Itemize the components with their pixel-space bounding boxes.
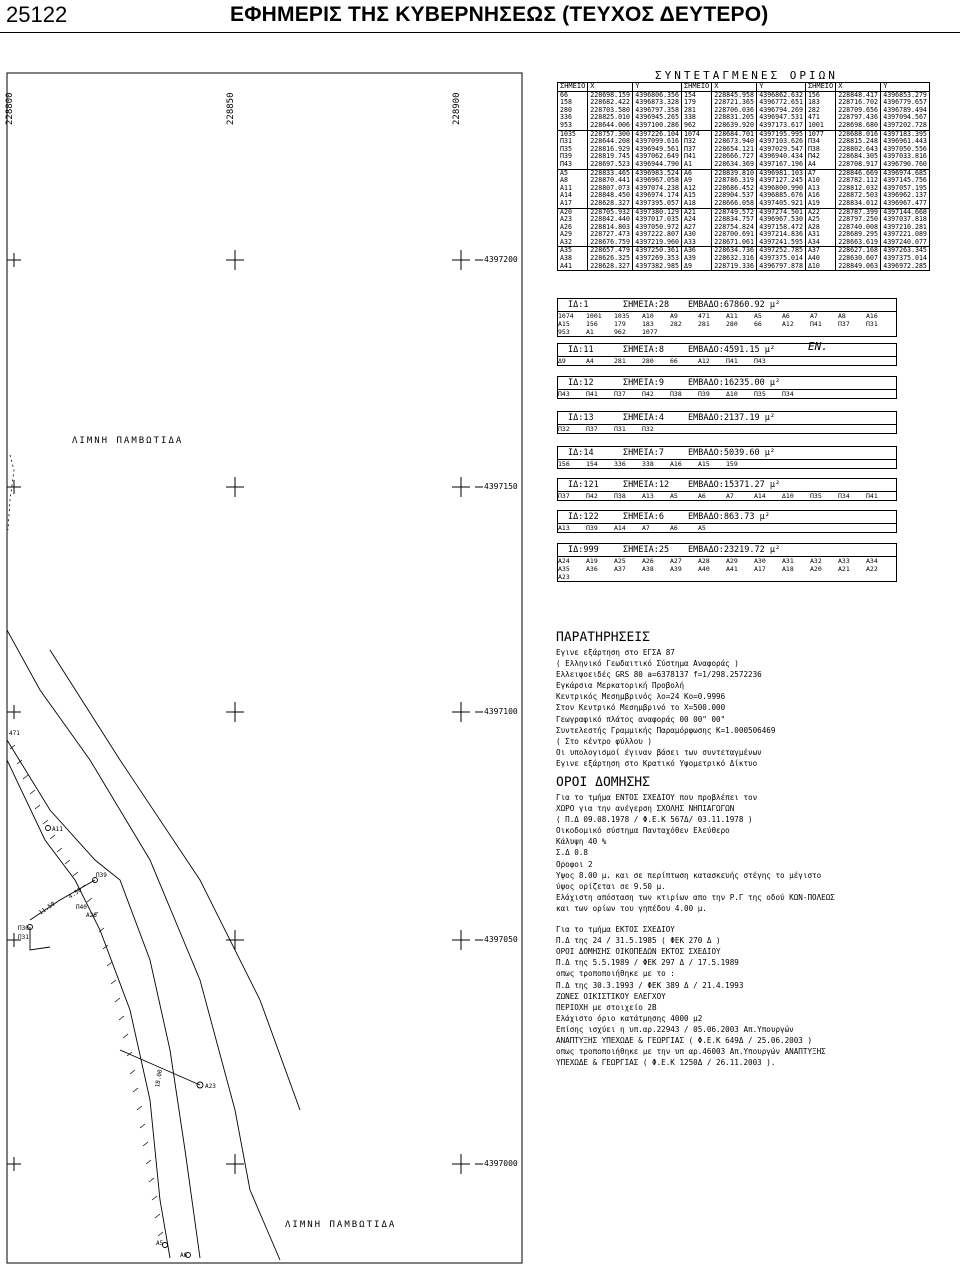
parcel-summary (557, 376, 897, 390)
vertex-id: A14 (754, 492, 766, 500)
point-label: Π30 (18, 925, 29, 932)
terms-line: Υψος 8.00 μ. και σε περίπτωση κατασκευής στέγης το μέγιστο (556, 870, 822, 880)
vertex-id: A24 (558, 557, 570, 565)
vertex-id: A23 (558, 573, 570, 581)
parcel-summary (557, 510, 897, 524)
parcel-area: ΕΜΒΑΔΟ:67860.92 μ² (688, 300, 781, 310)
vertex-id: Π32 (558, 425, 570, 433)
remarks-line: ( Στο κέντρο φύλλου ) (556, 736, 653, 746)
terms-line: και των ορίων του γηπέδου 4.00 μ. (556, 903, 707, 913)
vertex-id: Π31 (866, 320, 878, 328)
table-cell: 1035 Π31 Π35 Π39 Π43 (558, 130, 588, 169)
vertex-id: Δ9 (558, 357, 566, 365)
table-cell: 4396983.524 4396967.058 4397074.238 4396974.174 4397395.057 (633, 169, 682, 208)
table-cell: 66 158 280 336 953 (558, 91, 588, 130)
shoreline-upper (8, 455, 14, 530)
remarks-line: Συντελεστής Γραμμικής Παραμόρφωσης K=1.000506469 (556, 725, 776, 735)
table-cell: 4396862.632 4396772.651 4396794.269 4396947.531 4397173.617 (757, 91, 806, 130)
vertex-id: Π32 (642, 425, 654, 433)
table-cell: 228705.932 228842.440 228814.803 228727.473 228676.759 (588, 208, 633, 247)
table-row (558, 208, 930, 247)
terms-line: ΖΩΝΕΣ ΟΙΚΙΣΤΙΚΟΥ ΕΛΕΓΧΟΥ (556, 991, 666, 1001)
remarks-title: ΠΑΡΑΤΗΡΗΣΕΙΣ (556, 630, 650, 645)
vertex-id: A5 (754, 312, 762, 320)
terms-line: Οικοδομικό σύστημα Πανταχόθεν Ελεύθερο (556, 826, 730, 836)
parcel-id: ΙΔ:14 (568, 448, 594, 458)
table-cell: A36 A39 Δ9 (681, 247, 711, 271)
parcel-vertices (557, 557, 897, 582)
vertex-id: 471 (698, 312, 710, 320)
vertex-id: A12 (698, 357, 710, 365)
vertex-id: A40 (698, 565, 710, 573)
vertex-id: Π41 (726, 357, 738, 365)
table-cell: 156 183 282 471 1001 (805, 91, 835, 130)
vertex-id: 282 (670, 320, 682, 328)
vertex-id: 281 (698, 320, 710, 328)
parcel-vertices (557, 460, 897, 469)
vertex-id: Π42 (642, 390, 654, 398)
vertex-id: 183 (642, 320, 654, 328)
vertex-id: A21 (838, 565, 850, 573)
vertex-id: Π39 (586, 524, 598, 532)
table-cell: 4396981.103 4397127.245 4396800.990 4396885.676 4397405.921 (757, 169, 806, 208)
remarks-block (556, 630, 775, 769)
table-cell: 228634.736 228632.316 228719.336 (712, 247, 757, 271)
gazette-title: ΕΦΗΜΕΡΙΣ ΤΗΣ ΚΥΒΕΡΝΗΣΕΩΣ (ΤΕΥΧΟΣ ΔΕΥΤΕΡΟ) (230, 3, 769, 26)
terms-line: Π.Δ της 30.3.1993 / ΦΕΚ 389 Δ / 21.4.1993 (556, 980, 744, 990)
shore-hatching (10, 745, 163, 1236)
parcel-area: ΕΜΒΑΔΟ:2137.19 μ² (688, 413, 775, 423)
parcel-id: ΙΔ:11 (568, 345, 594, 355)
vertex-id: A6 (670, 524, 678, 532)
parcel-points: ΣΗΜΕΙΑ:9 (623, 378, 664, 388)
point-label: A6 (180, 1252, 188, 1259)
table-cell: 1074 Π32 Π37 Π41 A1 (681, 130, 711, 169)
table-cell: 228848.417 228716.702 228709.656 228797.436 228698.680 (836, 91, 881, 130)
parcel-points: ΣΗΜΕΙΑ:7 (623, 448, 664, 458)
remarks-line: ( Ελληνικό Γεωδαιτικό Σύστημα Αναφοράς ) (556, 659, 739, 669)
vertex-id: A30 (754, 557, 766, 565)
parcel-id: ΙΔ:999 (568, 545, 599, 555)
table-cell: 228749.572 228834.757 228754.824 228700.691 228671.061 (712, 208, 757, 247)
remarks-line: Ελλειψοειδές GRS 80 a=6378137 f=1/298.2572236 (556, 670, 762, 680)
col-header: ΣΗΜΕΙΟ (558, 83, 588, 92)
terms-line: ΑΝΑΠΤΥΞΗΣ ΥΠΕΧΩΔΕ & ΓΕΩΡΓΙΑΣ ( Φ.Ε.Κ 649Δ / 25.06.2003 ) (556, 1035, 813, 1045)
parcel-points: ΣΗΜΕΙΑ:8 (623, 345, 664, 355)
vertex-id: A10 (642, 312, 654, 320)
point-label: 11.50 (37, 900, 57, 917)
vertex-id: 953 (558, 328, 570, 336)
vertex-id: Π35 (754, 390, 766, 398)
vertex-id: A13 (558, 524, 570, 532)
col-header: ΣΗΜΕΙΟ (805, 83, 835, 92)
point-label: A26 (86, 912, 97, 919)
grid-y-label: 4397000 (484, 1159, 518, 1168)
vertex-id: A9 (670, 312, 678, 320)
vertex-id: Π41 (866, 492, 878, 500)
terms-line: Ελάχιστο όριο κατάτμησης 4000 μ2 (556, 1013, 703, 1023)
table-row (558, 247, 930, 271)
table-cell: 1077 Π34 Π38 Π42 A4 (805, 130, 835, 169)
remarks-line: Εγινε εξάρτηση στο Κρατικό Υψομετρικό Δίκτυο (556, 758, 758, 768)
vertex-id: A7 (726, 492, 734, 500)
vertex-id: Π35 (810, 492, 822, 500)
parcel-summary (557, 446, 897, 460)
terms-line: οπως τροποποιήθηκε με την υπ αρ.46003 Απ.Υπουργών ΑΝΑΠΤΥΞΗΣ (556, 1047, 826, 1057)
vertex-id: A25 (614, 557, 626, 565)
vertex-id: 66 (754, 320, 762, 328)
col-header: X (588, 83, 633, 92)
terms-line: ΠΕΡΙΟΧΗ με στοιχείο 2B (556, 1002, 657, 1012)
parcel-id: ΙΔ:122 (568, 512, 599, 522)
table-cell: A22 A25 A28 A31 A34 (805, 208, 835, 247)
point-label: A11 (52, 826, 63, 833)
vertex-id: 1035 (614, 312, 630, 320)
vertex-id: Π31 (614, 425, 626, 433)
table-cell: 228787.399 228797.250 228740.008 228689.295 228663.619 (836, 208, 881, 247)
terms-line: οπως τροποποιήθηκε με το : (556, 969, 675, 979)
parcel-record (557, 376, 897, 399)
vertex-id: A1 (586, 328, 594, 336)
point-label: Π39 (96, 872, 107, 879)
vertex-id: A36 (586, 565, 598, 573)
table-cell: A37 A40 Δ10 (805, 247, 835, 271)
table-cell: A35 A38 A41 (558, 247, 588, 271)
parcel-vertices (557, 357, 897, 366)
table-cell: 228839.810 228786.319 228686.452 228904.537 228666.058 (712, 169, 757, 208)
parcel-summary (557, 298, 897, 312)
table-cell: 4396974.685 4397145.756 4397057.195 4396962.137 4396967.477 (881, 169, 930, 208)
vertex-id: A12 (782, 320, 794, 328)
parcel-vertices (557, 524, 897, 533)
grid-x-label: 228900 (452, 92, 462, 125)
survey-points (28, 826, 204, 1258)
table-cell: 4397195.995 4397103.626 4397029.547 4396940.434 4397167.196 (757, 130, 806, 169)
lake-label-bottom: ΛΙΜΝΗ ΠΑΜΒΩΤΙΔΑ (285, 1220, 397, 1230)
coordinates-title: ΣΥΝΤΕΤΑΓΜΕΝΕΣ ΟΡΙΩΝ (655, 69, 838, 82)
terms-line: Π.Δ της 5.5.1989 / ΦΕΚ 297 Δ / 17.5.1989 (556, 958, 739, 968)
terms-line: ΟΡΟΙ ΔΟΜΗΣΗΣ ΟΙΚΟΠΕΔΩΝ ΕΚΤΟΣ ΣΧΕΔΙΟΥ (556, 947, 721, 957)
point-label: A5 (156, 1240, 164, 1247)
col-header: Y (757, 83, 806, 92)
vertex-id: A8 (838, 312, 846, 320)
parcel-record (557, 411, 897, 434)
parcel-vertices (557, 425, 897, 434)
vertex-id: A41 (726, 565, 738, 573)
vertex-id: 156 (586, 320, 598, 328)
vertex-id: A29 (726, 557, 738, 565)
terms-line: Σ.Δ 0.8 (556, 848, 589, 858)
table-cell: A7 A10 A13 A16 A19 (805, 169, 835, 208)
parcel-vertices (557, 390, 897, 399)
parcel-id: ΙΔ:1 (568, 300, 589, 310)
terms-line: ΧΩΡΟ για την ανέγερση ΣΧΟΛΗΣ ΝΗΠΙΑΓΩΓΩΝ (556, 804, 735, 814)
table-cell: A5 A8 A11 A14 A17 (558, 169, 588, 208)
point-label: Π40 (76, 904, 87, 911)
vertex-id: Π38 (670, 390, 682, 398)
terms-line: ( Π.Δ 09.08.1978 / Φ.Ε.Κ 567Δ/ 03.11.1978 ) (556, 815, 753, 825)
vertex-id: 1074 (558, 312, 574, 320)
vertex-id: Π37 (586, 425, 598, 433)
table-cell: 154 179 281 338 962 (681, 91, 711, 130)
vertex-id: 154 (586, 460, 598, 468)
parcel-record (557, 478, 897, 501)
remarks-line: Στον Κεντρικό Μεσημβρινό το X=500.000 (556, 703, 726, 713)
vertex-id: A37 (614, 565, 626, 573)
vertex-id: Δ10 (782, 492, 794, 500)
vertex-id: 156 (558, 460, 570, 468)
grid-x-label: 228850 (226, 92, 236, 125)
col-header: X (712, 83, 757, 92)
grid-crosses (7, 250, 470, 1174)
table-cell: A20 A23 A26 A29 A32 (558, 208, 588, 247)
terms-line: ύψος ορίζεται σε 9.50 μ. (556, 881, 666, 891)
parcel-id: ΙΔ:12 (568, 378, 594, 388)
vertex-id: A38 (642, 565, 654, 573)
parcel-record (557, 446, 897, 469)
vertex-id: A34 (866, 557, 878, 565)
table-cell: 228627.168 228630.607 228849.063 (836, 247, 881, 271)
vertex-id: Π39 (698, 390, 710, 398)
table-cell: 4397380.129 4397017.035 4397050.972 4397222.807 4397219.960 (633, 208, 682, 247)
grid-y-label: 4397200 (484, 255, 518, 264)
remarks-line: Γεωγραφικό πλάτος αναφοράς 00 00" 00" (556, 714, 726, 724)
table-cell: 228698.159 228682.422 228703.580 228825.010 228644.006 (588, 91, 633, 130)
vertex-id: A6 (782, 312, 790, 320)
parcel-vertices (557, 492, 897, 501)
vertex-id: A11 (726, 312, 738, 320)
vertex-id: A16 (866, 312, 878, 320)
terms-line: Ελάχιστη απόσταση των κτιρίων απο την Ρ.Γ της οδού ΚΩΝ-ΠΟΛΕΩΣ (556, 892, 835, 902)
vertex-id: A6 (698, 492, 706, 500)
grid-y-label: 4397050 (484, 935, 518, 944)
coordinates-table (557, 82, 930, 271)
lake-label-top: ΛΙΜΝΗ ΠΑΜΒΩΤΙΔΑ (72, 436, 184, 446)
building-terms-title: ΟΡΟΙ ΔΟΜΗΣΗΣ (556, 775, 650, 790)
vertex-id: 336 (614, 460, 626, 468)
parcel-record (557, 543, 897, 582)
grid-x-label: 228800 (5, 92, 15, 125)
vertex-id: A5 (698, 524, 706, 532)
table-row (558, 169, 930, 208)
parcel-boundaries (7, 630, 300, 1260)
terms-line: Οροφοι 2 (556, 859, 593, 869)
vertex-id: Π43 (558, 390, 570, 398)
table-cell: 4397250.361 4397269.353 4397382.985 (633, 247, 682, 271)
table-cell: 228833.465 228870.441 228807.073 228848.450 228628.327 (588, 169, 633, 208)
table-row (558, 130, 930, 169)
vertex-id: A22 (866, 565, 878, 573)
vertex-id: A19 (586, 557, 598, 565)
vertex-id: Π38 (614, 492, 626, 500)
vertex-id: 338 (642, 460, 654, 468)
remarks-line: Οι υπολογισμοί έγιναν βάσει των συντεταγμένων (556, 747, 762, 757)
table-cell: 228688.016 228815.248 228802.643 228684.305 228708.917 (836, 130, 881, 169)
page-number: 25122 (6, 2, 68, 27)
point-label: 471 (9, 730, 20, 737)
vertex-id: Π42 (586, 492, 598, 500)
terms-line: Για το τμήμα ΕΚΤΟΣ ΣΧΕΔΙΟΥ (556, 925, 675, 935)
grid-y-label: 4397100 (484, 707, 518, 716)
vertex-id: 159 (726, 460, 738, 468)
terms-line: Για το τμήμα ΕΝΤΟΣ ΣΧΕΔΙΟΥ που προβλέπει τον (556, 793, 758, 802)
vertex-id: A14 (614, 524, 626, 532)
vertex-id: A7 (810, 312, 818, 320)
vertex-id: Π37 (614, 390, 626, 398)
vertex-id: A5 (670, 492, 678, 500)
vertex-id: Π37 (558, 492, 570, 500)
table-cell: 4397183.395 4396961.443 4397050.556 4397033.816 4396790.760 (881, 130, 930, 169)
point-label: 4.50 (67, 886, 84, 901)
table-cell: 4396853.279 4396779.657 4396789.494 4397094.567 4397202.728 (881, 91, 930, 130)
vertex-id: A20 (810, 565, 822, 573)
parcel-points: ΣΗΜΕΙΑ:4 (623, 413, 664, 423)
terms-line: Επίσης ισχύει η υπ.αρ.22943 / 05.06.2003 Απ.Υπουργών (556, 1024, 794, 1034)
parcel-summary (557, 543, 897, 557)
terms-line: ΥΠΕΧΩΔΕ & ΓΕΩΡΓΙΑΣ ( Φ.Ε.Κ 1250Δ / 26.11.2003 ). (556, 1058, 776, 1068)
grid-y-label: 4397150 (484, 482, 518, 491)
vertex-id: A39 (670, 565, 682, 573)
parcel-area: ΕΜΒΑΔΟ:5039.60 μ² (688, 448, 775, 458)
vertex-id: Π41 (810, 320, 822, 328)
parcel-summary (557, 343, 897, 357)
col-header: Y (633, 83, 682, 92)
table-cell: A21 A24 A27 A30 A33 (681, 208, 711, 247)
remarks-line: Εγκάρσια Μερκατορική Προβολή (556, 681, 685, 691)
table-cell: 228846.669 228782.112 228812.032 228872.503 228834.012 (836, 169, 881, 208)
vertex-id: A13 (642, 492, 654, 500)
point-label: A23 (205, 1083, 216, 1090)
vertex-id: A26 (642, 557, 654, 565)
table-cell: 228845.958 228721.365 228706.036 228831.205 228639.920 (712, 91, 757, 130)
vertex-id: A28 (698, 557, 710, 565)
table-cell: 4397226.104 4397099.616 4396949.561 4397062.649 4396944.790 (633, 130, 682, 169)
vertex-id: A31 (782, 557, 794, 565)
vertex-id: A15 (698, 460, 710, 468)
parcel-points: ΣΗΜΕΙΑ:28 (623, 300, 670, 310)
parcel-summary (557, 411, 897, 425)
parcel-area: ΕΜΒΑΔΟ:23219.72 μ² (688, 545, 781, 555)
parcel-id: ΙΔ:121 (568, 480, 599, 490)
parcel-area: ΕΜΒΑΔΟ:863.73 μ² (688, 512, 770, 522)
vertex-id: A18 (782, 565, 794, 573)
col-header: ΣΗΜΕΙΟ (681, 83, 711, 92)
vertex-id: 1077 (642, 328, 658, 336)
parcel-record (557, 343, 897, 366)
table-cell: 4397263.345 4397375.014 4396972.285 (881, 247, 930, 271)
vertex-id: 962 (614, 328, 626, 336)
map-frame (7, 73, 522, 1263)
table-cell: 228757.300 228644.208 228816.929 228819.745 228697.523 (588, 130, 633, 169)
parcel-id: ΙΔ:13 (568, 413, 594, 423)
parcel-points: ΣΗΜΕΙΑ:6 (623, 512, 664, 522)
point-label: Π31 (18, 934, 29, 941)
table-cell: 4397274.501 4396967.530 4397158.472 4397214.836 4397241.595 (757, 208, 806, 247)
table-header-row (558, 83, 930, 92)
vertex-id: Π37 (838, 320, 850, 328)
vertex-id: 280 (726, 320, 738, 328)
parcel-record (557, 298, 897, 337)
vertex-id: A17 (754, 565, 766, 573)
vertex-id: 179 (614, 320, 626, 328)
parcel-vertices (557, 312, 897, 337)
vertex-id: A33 (838, 557, 850, 565)
col-header: X (836, 83, 881, 92)
vertex-id: Π43 (754, 357, 766, 365)
parcel-record (557, 510, 897, 533)
parcel-summary (557, 478, 897, 492)
vertex-id: A4 (586, 357, 594, 365)
vertex-id: Δ10 (726, 390, 738, 398)
table-cell: 228684.701 228673.940 228654.121 228666.727 228634.369 (712, 130, 757, 169)
parcel-points: ΣΗΜΕΙΑ:25 (623, 545, 670, 555)
vertex-id: A15 (558, 320, 570, 328)
vertex-id: Π34 (782, 390, 794, 398)
remarks-line: Εγινε εξάρτηση στο ΕΓΣΑ 87 (556, 648, 675, 657)
vertex-id: 280 (642, 357, 654, 365)
vertex-id: A16 (670, 460, 682, 468)
table-cell: 4397252.785 4397375.014 4396797.878 (757, 247, 806, 271)
parcel-area: ΕΜΒΑΔΟ:4591.15 μ² (688, 345, 775, 355)
table-cell: 4397144.668 4397037.818 4397210.281 4397221.089 4397240.077 (881, 208, 930, 247)
point-label: 18.00 (154, 1068, 165, 1089)
vertex-id: Π41 (586, 390, 598, 398)
terms-line: Κάλυψη 40 % (556, 837, 607, 847)
vertex-id: 1001 (586, 312, 602, 320)
table-cell: 4396806.356 4396873.328 4396797.358 4396945.265 4397100.286 (633, 91, 682, 130)
vertex-id: A7 (642, 524, 650, 532)
parcel-area: ΕΜΒΑΔΟ:16235.00 μ² (688, 378, 781, 388)
remarks-line: Κεντρικός Μεσημβρινός λο=24 Ko=0.9996 (556, 692, 726, 702)
vertex-id: A35 (558, 565, 570, 573)
building-terms-block (556, 775, 835, 1068)
vertex-id: Π34 (838, 492, 850, 500)
vertex-id: A27 (670, 557, 682, 565)
parcel-area: ΕΜΒΑΔΟ:15371.27 μ² (688, 480, 781, 490)
vertex-id: 66 (670, 357, 678, 365)
vertex-id: A32 (810, 557, 822, 565)
table-cell: 228657.479 228626.325 228628.327 (588, 247, 633, 271)
terms-line: Π.Δ της 24 / 31.5.1985 ( ΦΕΚ 270 Δ ) (556, 936, 721, 946)
vertex-id: 281 (614, 357, 626, 365)
table-row (558, 91, 930, 130)
handwritten-note: ΕΝ. (808, 340, 828, 353)
col-header: Y (881, 83, 930, 92)
table-cell: A6 A9 A12 A15 A18 (681, 169, 711, 208)
parcel-points: ΣΗΜΕΙΑ:12 (623, 480, 670, 490)
